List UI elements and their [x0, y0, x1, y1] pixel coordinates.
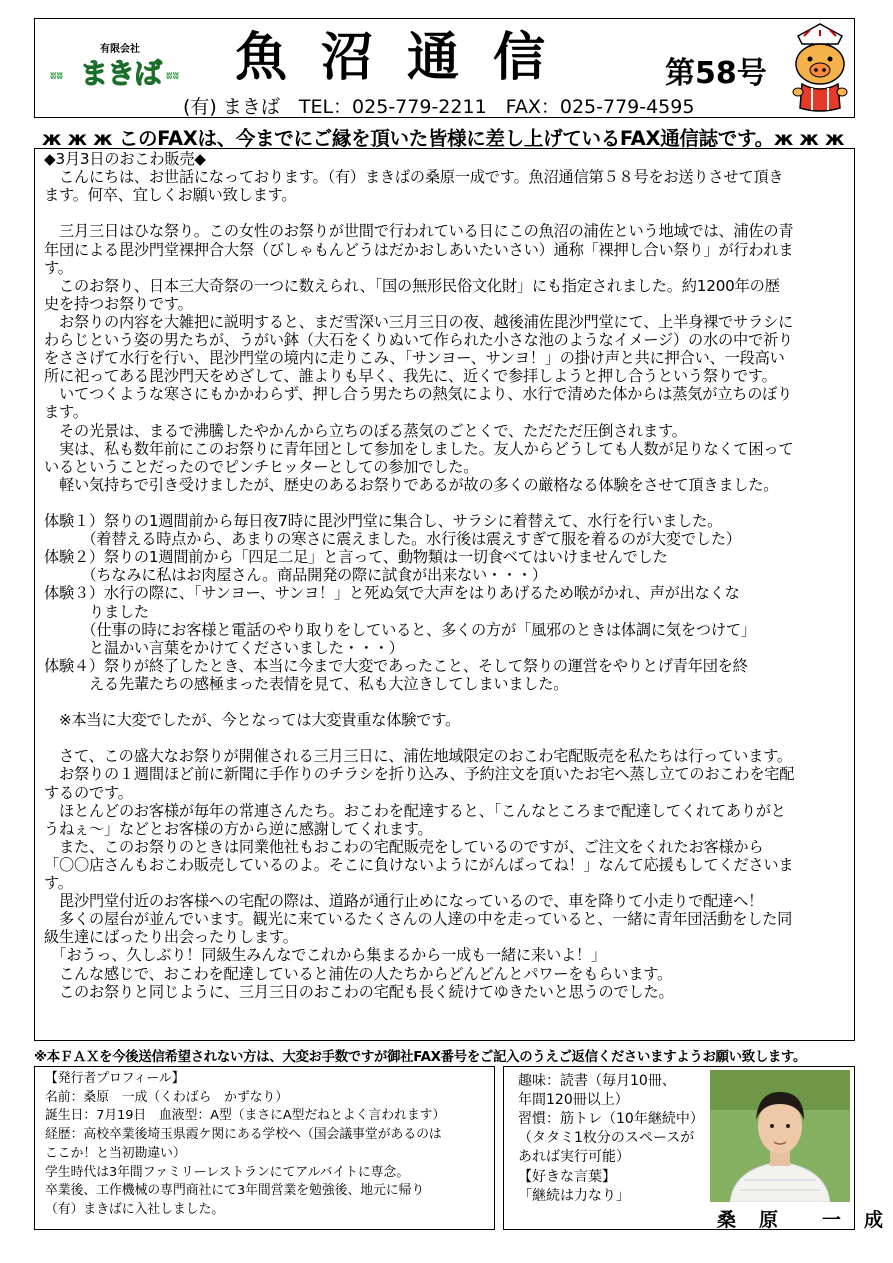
contact-info: (有) まきば TEL：025-779-2211 FAX：025-779-4595	[183, 96, 695, 118]
text-line: お祭りの内容を大雑把に説明すると、まだ雪深い三月三日の夜、越後浦佐毘沙門堂にて、上半身裸でサラシに	[44, 312, 794, 331]
company-logo	[50, 52, 185, 90]
text-line: 三月三日はひな祭り。この女性のお祭りが世間で行われている日にこの魚沼の浦佐という地域では、浦佐の青	[44, 222, 794, 241]
text-line: 体験１）祭りの1週間前から毎日夜7時に毘沙門堂に集合し、サラシに着替えて、水行を行いました。	[44, 512, 723, 530]
company-type-label: 有限会社	[100, 44, 140, 55]
text-line: こんな感じで、おこわを配達していると浦佐の人たちからどんどんとパワーをもらいます。	[44, 964, 672, 983]
text-line: いるということだったのでピンチヒッターとしての参加でした。	[44, 457, 479, 476]
text-line: その光景は、まるで沸騰したやかんから立ちのぼる蒸気のごとくで、ただただ圧倒されます。	[44, 421, 687, 440]
text-line: 体験２）祭りの1週間前から「四足二足」と言って、動物類は一切食べてはいけませんでした	[44, 548, 668, 567]
text-line: 趣味：読書（毎月10冊、	[518, 1073, 676, 1089]
author-photo	[710, 1070, 850, 1202]
text-line: （着替える時点から、あまりの寒さに震えました。水行後は震えすぎて服を着るのが大変でした）	[44, 530, 741, 549]
unsubscribe-notice: ※本ＦＡＸを今後送信希望されない方は、大変お手数ですが御社FAX番号をご記入のうえご返信くださいますようお願い致します。	[34, 1050, 807, 1065]
text-line: このお祭り、日本三大奇祭の一つに数えられ、「国の無形民俗文化財」にも指定されました。約1200年の歴	[44, 276, 780, 295]
author-name: 桑 原 一 成	[717, 1209, 886, 1231]
text-line: 卒業後、工作機械の専門商社にて3年間営業を勉強後、地元に帰り	[45, 1183, 425, 1199]
text-line: 多くの屋台が並んでいます。観光に来ているたくさんの人達の中を走っていると、一緒に青年団活動をした同	[44, 910, 793, 929]
text-line: 習慣：筋トレ（10年継続中）	[518, 1111, 704, 1128]
text-line: （ちなみに私はお肉屋さん。商品開発の際に試食が出来ない・・・）	[44, 566, 547, 585]
text-line: 実は、私も数年前にこのお祭りに青年団として参加をしました。友人からどうしても人数が足りなくて困って	[44, 439, 794, 458]
text-line: 【発行者プロフィール】	[45, 1071, 185, 1086]
logo-name: まきば	[80, 57, 162, 90]
page-title: 魚沼通信	[235, 27, 580, 88]
text-line: わらじという姿の男たちが、うがい鉢（大石をくりぬいて作られた小さな池のようなイメージ）の水の中で祈り	[44, 331, 793, 349]
text-line: あれば実行可能）	[518, 1149, 630, 1166]
text-line: 年団による毘沙門堂裸押合大祭（びしゃもんどうはだかおしあいたいさい）通称「裸押し合い祭り」が行われま	[44, 240, 794, 259]
text-line: 軽い気持ちで引き受けましたが、歴史のあるお祭りであるが故の多くの厳格なる体験をさせて頂きました。	[44, 475, 779, 494]
text-line: いてつくような寒さにもかかわらず、押し合う男たちの熱気により、水行で清めた体からは蒸気が立ちのぼり	[44, 385, 793, 404]
issue-number: 第58号	[665, 56, 767, 91]
text-line: 誕生日：7月19日 血液型：A型（まさにA型だねとよく言われます）	[45, 1108, 446, 1124]
text-line: 体験４）祭りが終了したとき、本当に今まで大変であったこと、そして祭りの運営をやりとげ青年団を終	[44, 656, 748, 675]
text-line: また、このお祭りのときは同業他社もおこわの宅配販売をしているのですが、ご注文をくれたお客様から	[44, 837, 764, 856]
text-line: ます。	[44, 403, 88, 422]
pig-mascot-icon	[790, 22, 850, 114]
fax-banner: ж ж ж このFAXは、今までにご縁を頂いた皆様に差し上げているFAX通信誌です。ж ж ж	[42, 127, 845, 150]
text-line: 「継続は力なり」	[518, 1187, 630, 1204]
text-line: 所に祀ってある毘沙門天をめざして、誰よりも早く、我先に、近くで参拝しようと押し合うという祭りです。	[44, 367, 777, 386]
text-line: える先輩たちの感極まった表情を見て、私も大泣きしてしまいました。	[44, 674, 569, 693]
text-line: 「〇〇店さんもおこわ販売しているのよ。そこに負けないようにがんばってね！」なんて応援もしてくださいま	[44, 855, 794, 874]
text-line: ※本当に大変でしたが、今となっては大変貴重な体験です。	[44, 711, 460, 730]
text-line: するのです。	[44, 783, 133, 802]
text-line: 史を持つお祭りです。	[44, 294, 193, 313]
text-line: 名前：桑原 一成（くわばら かずなり）	[45, 1089, 289, 1105]
text-line: さて、この盛大なお祭りが開催される三月三日に、浦佐地域限定のおこわ宅配販売を私たちは行っています。	[44, 747, 792, 766]
text-line: このお祭りと同じように、三月三日のおこわの宅配も長く続けてゆきたいと思うのでした。	[44, 982, 674, 1001]
text-line: ほとんどのお客様が毎年の常連さんたち。おこわを配達すると、「こんなところまで配達してくれてありがと	[44, 801, 786, 820]
text-line: す。	[44, 874, 73, 892]
grass-icon: ʬʬ	[50, 69, 63, 82]
text-line: お祭りの１週間ほど前に新聞に手作りのチラシを折り込み、予約注文を頂いたお宅へ蒸し立てのおこわを宅配	[44, 765, 795, 784]
text-line: うねぇ～」などとお客様の方から逆に感謝してくれます。	[44, 819, 433, 838]
text-line: ます。何卒、宜しくお願い致します。	[44, 186, 297, 205]
text-line: 「おうっ、久しぶり！同級生みんなでこれから集まるから一成も一緒に来いよ！」	[44, 946, 606, 965]
text-line: と温かい言葉をかけてくださいました・・・）	[44, 638, 404, 657]
text-line: （タタミ1枚分のスペースが	[518, 1130, 695, 1147]
text-line: 【好きな言葉】	[518, 1168, 616, 1185]
text-line: す。	[44, 258, 73, 277]
text-line: 級生達にばったり出会ったりします。	[44, 928, 298, 947]
text-line: 体験３）水行の際に、「サンヨー、サンヨ！」と死ぬ気で大声をはりあげるため喉がかれ、声が出なくな	[44, 584, 740, 603]
text-line: りました	[44, 602, 149, 621]
text-line: こんにちは、お世話になっております。（有）まきばの桑原一成です。魚沼通信第５８号をお送りさせて頂き	[44, 168, 784, 187]
grass-icon: ʬʬ	[166, 69, 179, 82]
text-line: 年間120冊以上）	[518, 1092, 629, 1109]
text-line: ◆3月3日のおこわ販売◆	[44, 150, 206, 168]
text-line: （有）まきばに入社しました。	[45, 1201, 225, 1217]
text-line: 経歴：高校卒業後埼玉県霞ケ関にある学校へ（国会議事堂があるのは	[45, 1127, 442, 1143]
text-line: （仕事の時にお客様と電話のやり取りをしていると、多くの方が「風邪のときは体調に気をつけて」	[44, 620, 756, 639]
text-line: 毘沙門堂付近のお客様への宅配の際は、道路が通行止めになっているので、車を降りて小走りで配達へ！	[44, 892, 764, 911]
text-line: 学生時代は3年間ファミリーレストランにてアルバイトに専念。	[45, 1164, 410, 1180]
text-line: をささげて水行を行い、毘沙門堂の境内に走りこみ、「サンヨー、サンヨ！」の掛け声と共に押合い、一段高い	[44, 349, 785, 368]
text-line: ここか！と当初勘違い）	[45, 1145, 186, 1161]
